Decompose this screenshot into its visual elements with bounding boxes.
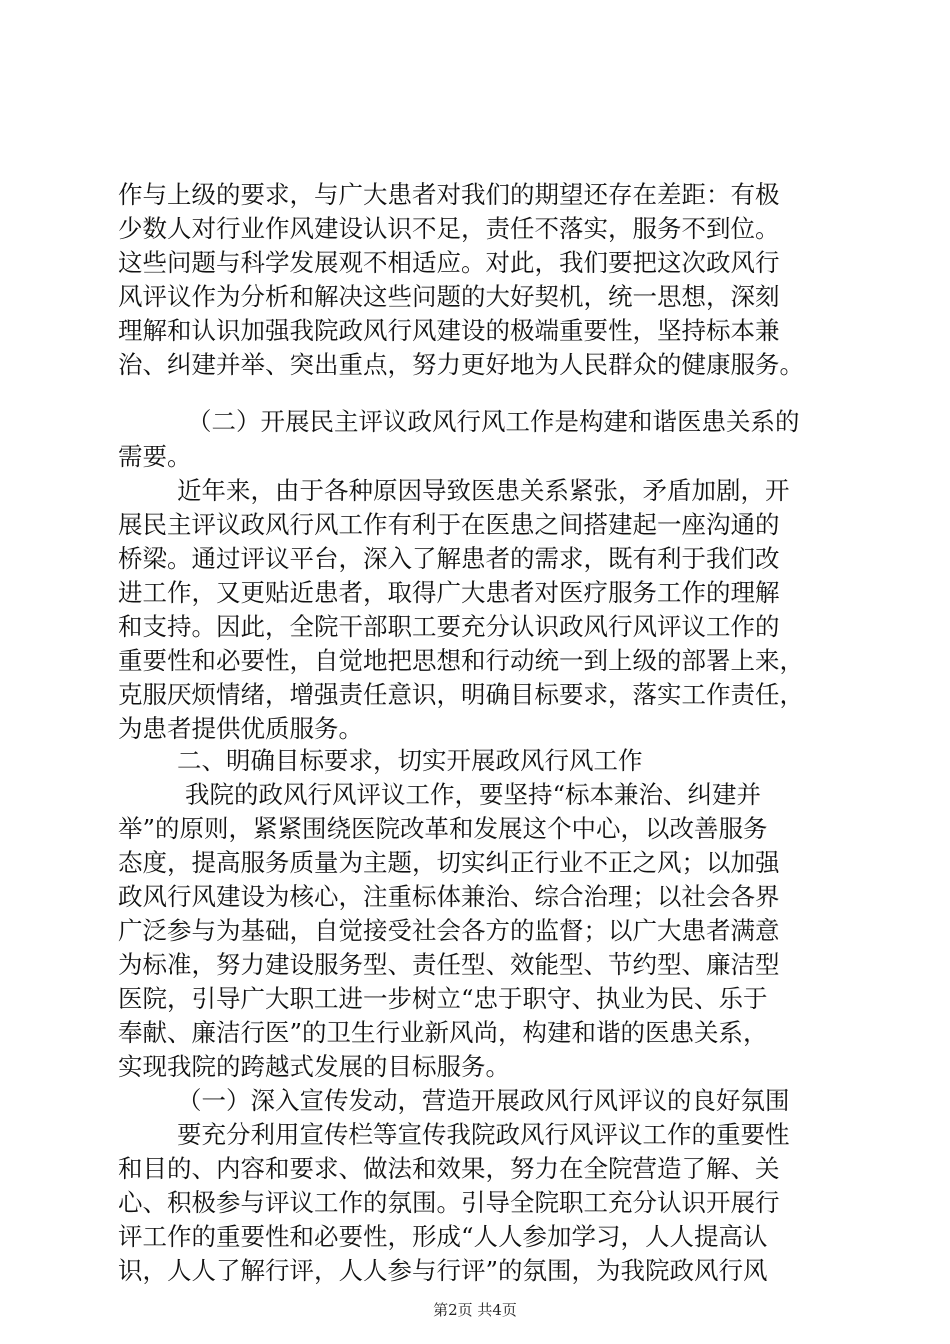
text-line: 实现我院的跨越式发展的目标服务。 [118, 1052, 510, 1081]
text-line: 克服厌烦情绪，增强责任意识，明确目标要求，落实工作责任， [118, 680, 804, 709]
text-line: 风评议作为分析和解决这些问题的大好契机，统一思想，深刻 [118, 282, 780, 311]
text-line: 态度，提高服务质量为主题，切实纠正行业不正之风；以加强 [118, 848, 780, 877]
text-line: 奉献、廉洁行医”的卫生行业新风尚，构建和谐的医患关系， [118, 1018, 768, 1047]
text-line: 举”的原则，紧紧围绕医院改革和发展这个中心，以改善服务 [118, 814, 768, 843]
text-line: 需要。 [118, 442, 192, 471]
text-line: 理解和认识加强我院政风行风建设的极端重要性，坚持标本兼 [118, 316, 780, 345]
text-line: 桥梁。通过评议平台，深入了解患者的需求，既有利于我们改 [118, 544, 780, 573]
text-line: 近年来，由于各种原因导致医患关系紧张，矛盾加剧，开 [177, 476, 790, 505]
text-line: 为标准，努力建设服务型、责任型、效能型、节约型、廉洁型 [118, 950, 780, 979]
text-line: 作与上级的要求，与广大患者对我们的期望还存在差距：有极 [118, 180, 780, 209]
text-line: 进工作，又更贴近患者，取得广大患者对医疗服务工作的理解 [118, 578, 780, 607]
section-heading: （一）深入宣传发动，营造开展政风行风评议的良好氛围 [177, 1086, 790, 1115]
text-line: 展民主评议政风行风工作有利于在医患之间搭建起一座沟通的 [118, 510, 780, 539]
text-line: 识，人人了解行评，人人参与行评”的氛围，为我院政风行风 [118, 1256, 768, 1285]
section-heading: （二）开展民主评议政风行风工作是构建和谐医患关系的 [187, 407, 800, 436]
text-line: 为患者提供优质服务。 [118, 714, 363, 743]
text-line: 心、积极参与评议工作的氛围。引导全院职工充分认识开展行 [118, 1188, 780, 1217]
text-line: 少数人对行业作风建设认识不足，责任不落实，服务不到位。 [118, 214, 780, 243]
text-line: 我院的政风行风评议工作，要坚持“标本兼治、纠建并 [185, 780, 762, 809]
text-line: 医院，引导广大职工进一步树立“忠于职守、执业为民、乐于 [118, 984, 768, 1013]
page-number-footer: 第2页 共4页 [433, 1301, 517, 1319]
text-line: 和目的、内容和要求、做法和效果，努力在全院营造了解、关 [118, 1154, 780, 1183]
text-line: 评工作的重要性和必要性，形成“人人参加学习，人人提高认 [118, 1222, 768, 1251]
text-line: 广泛参与为基础，自觉接受社会各方的监督；以广大患者满意 [118, 916, 780, 945]
text-line: 和支持。因此，全院干部职工要充分认识政风行风评议工作的 [118, 612, 780, 641]
text-line: 要充分利用宣传栏等宣传我院政风行风评议工作的重要性 [177, 1120, 790, 1149]
text-line: 政风行风建设为核心，注重标体兼治、综合治理；以社会各界 [118, 882, 780, 911]
text-line: 重要性和必要性，自觉地把思想和行动统一到上级的部署上来， [118, 646, 804, 675]
text-line: 这些问题与科学发展观不相适应。对此，我们要把这次政风行 [118, 248, 780, 277]
text-line: 治、纠建并举、突出重点，努力更好地为人民群众的健康服务。 [118, 350, 804, 379]
section-heading: 二、明确目标要求，切实开展政风行风工作 [177, 746, 643, 775]
